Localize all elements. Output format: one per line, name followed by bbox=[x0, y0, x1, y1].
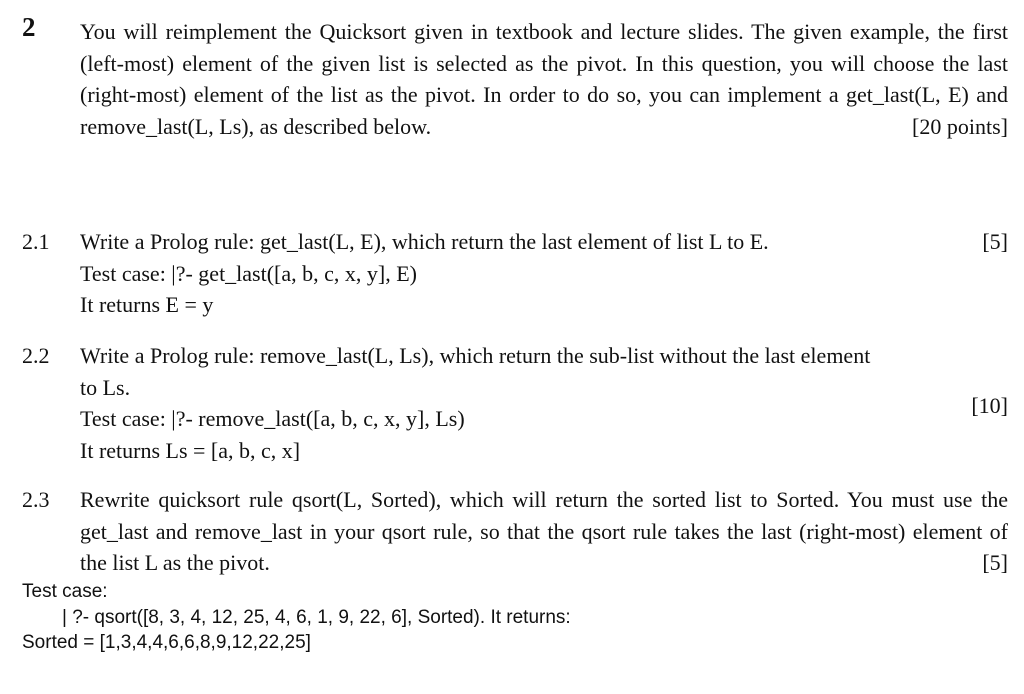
part-2-2-text-line2: to Ls. bbox=[80, 374, 131, 400]
part-2-2-points: [10] bbox=[971, 393, 1008, 418]
part-2-1-number: 2.1 bbox=[22, 229, 50, 254]
question-intro bbox=[80, 16, 1008, 142]
part-2-3-points: [5] bbox=[982, 550, 1008, 575]
part-2-3-number: 2.3 bbox=[22, 487, 50, 512]
part-2-2-number: 2.2 bbox=[22, 343, 50, 368]
test-case-query: | ?- qsort([8, 3, 4, 12, 25, 4, 6, 1, 9, 22, 6], Sorted). It returns: bbox=[62, 607, 571, 628]
question-points: [20 points] bbox=[912, 113, 1008, 139]
part-2-2-result: It returns Ls = [a, b, c, x] bbox=[80, 437, 301, 463]
part-2-1 bbox=[80, 226, 1008, 321]
question-number: 2 bbox=[22, 12, 36, 42]
part-2-3-text: Rewrite quicksort rule qsort(L, Sorted), which will return the sorted list to Sorted. You must use the get_last and remove_last in your qsort rule, so that the qsort rule takes the last (right-most) element of the list L as the pivot. bbox=[80, 487, 1008, 575]
test-case-heading: Test case: bbox=[22, 581, 108, 602]
part-2-3 bbox=[80, 484, 1008, 579]
part-2-2-text-line1: Write a Prolog rule: remove_last(L, Ls), which return the sub-list without the last element bbox=[80, 343, 871, 368]
part-2-1-text: Write a Prolog rule: get_last(L, E), which return the last element of list L to E. bbox=[80, 229, 769, 254]
part-2-1-result: It returns E = y bbox=[80, 292, 214, 317]
part-2-1-points: [5] bbox=[982, 229, 1008, 254]
intro-text: You will reimplement the Quicksort given in textbook and lecture slides. The given example, the first (left-most) element of the given list is selected as the pivot. In this question, you will choose the last (right-most) element of the list as the pivot. In order to do so, you can implement a get_last(L, E) and remove_last(L, Ls), as described below. bbox=[80, 19, 1008, 139]
part-2-2-test-line bbox=[80, 393, 1008, 435]
part-2-1-test: Test case: |?- get_last([a, b, c, x, y], E) bbox=[80, 260, 418, 286]
part-2-2 bbox=[80, 340, 1008, 466]
part-2-1-text-line bbox=[80, 226, 1008, 258]
part-2-2-test: Test case: |?- remove_last([a, b, c, x, y], Ls) bbox=[80, 406, 465, 431]
test-case-result: Sorted = [1,3,4,4,6,6,8,9,12,22,25] bbox=[22, 632, 311, 653]
